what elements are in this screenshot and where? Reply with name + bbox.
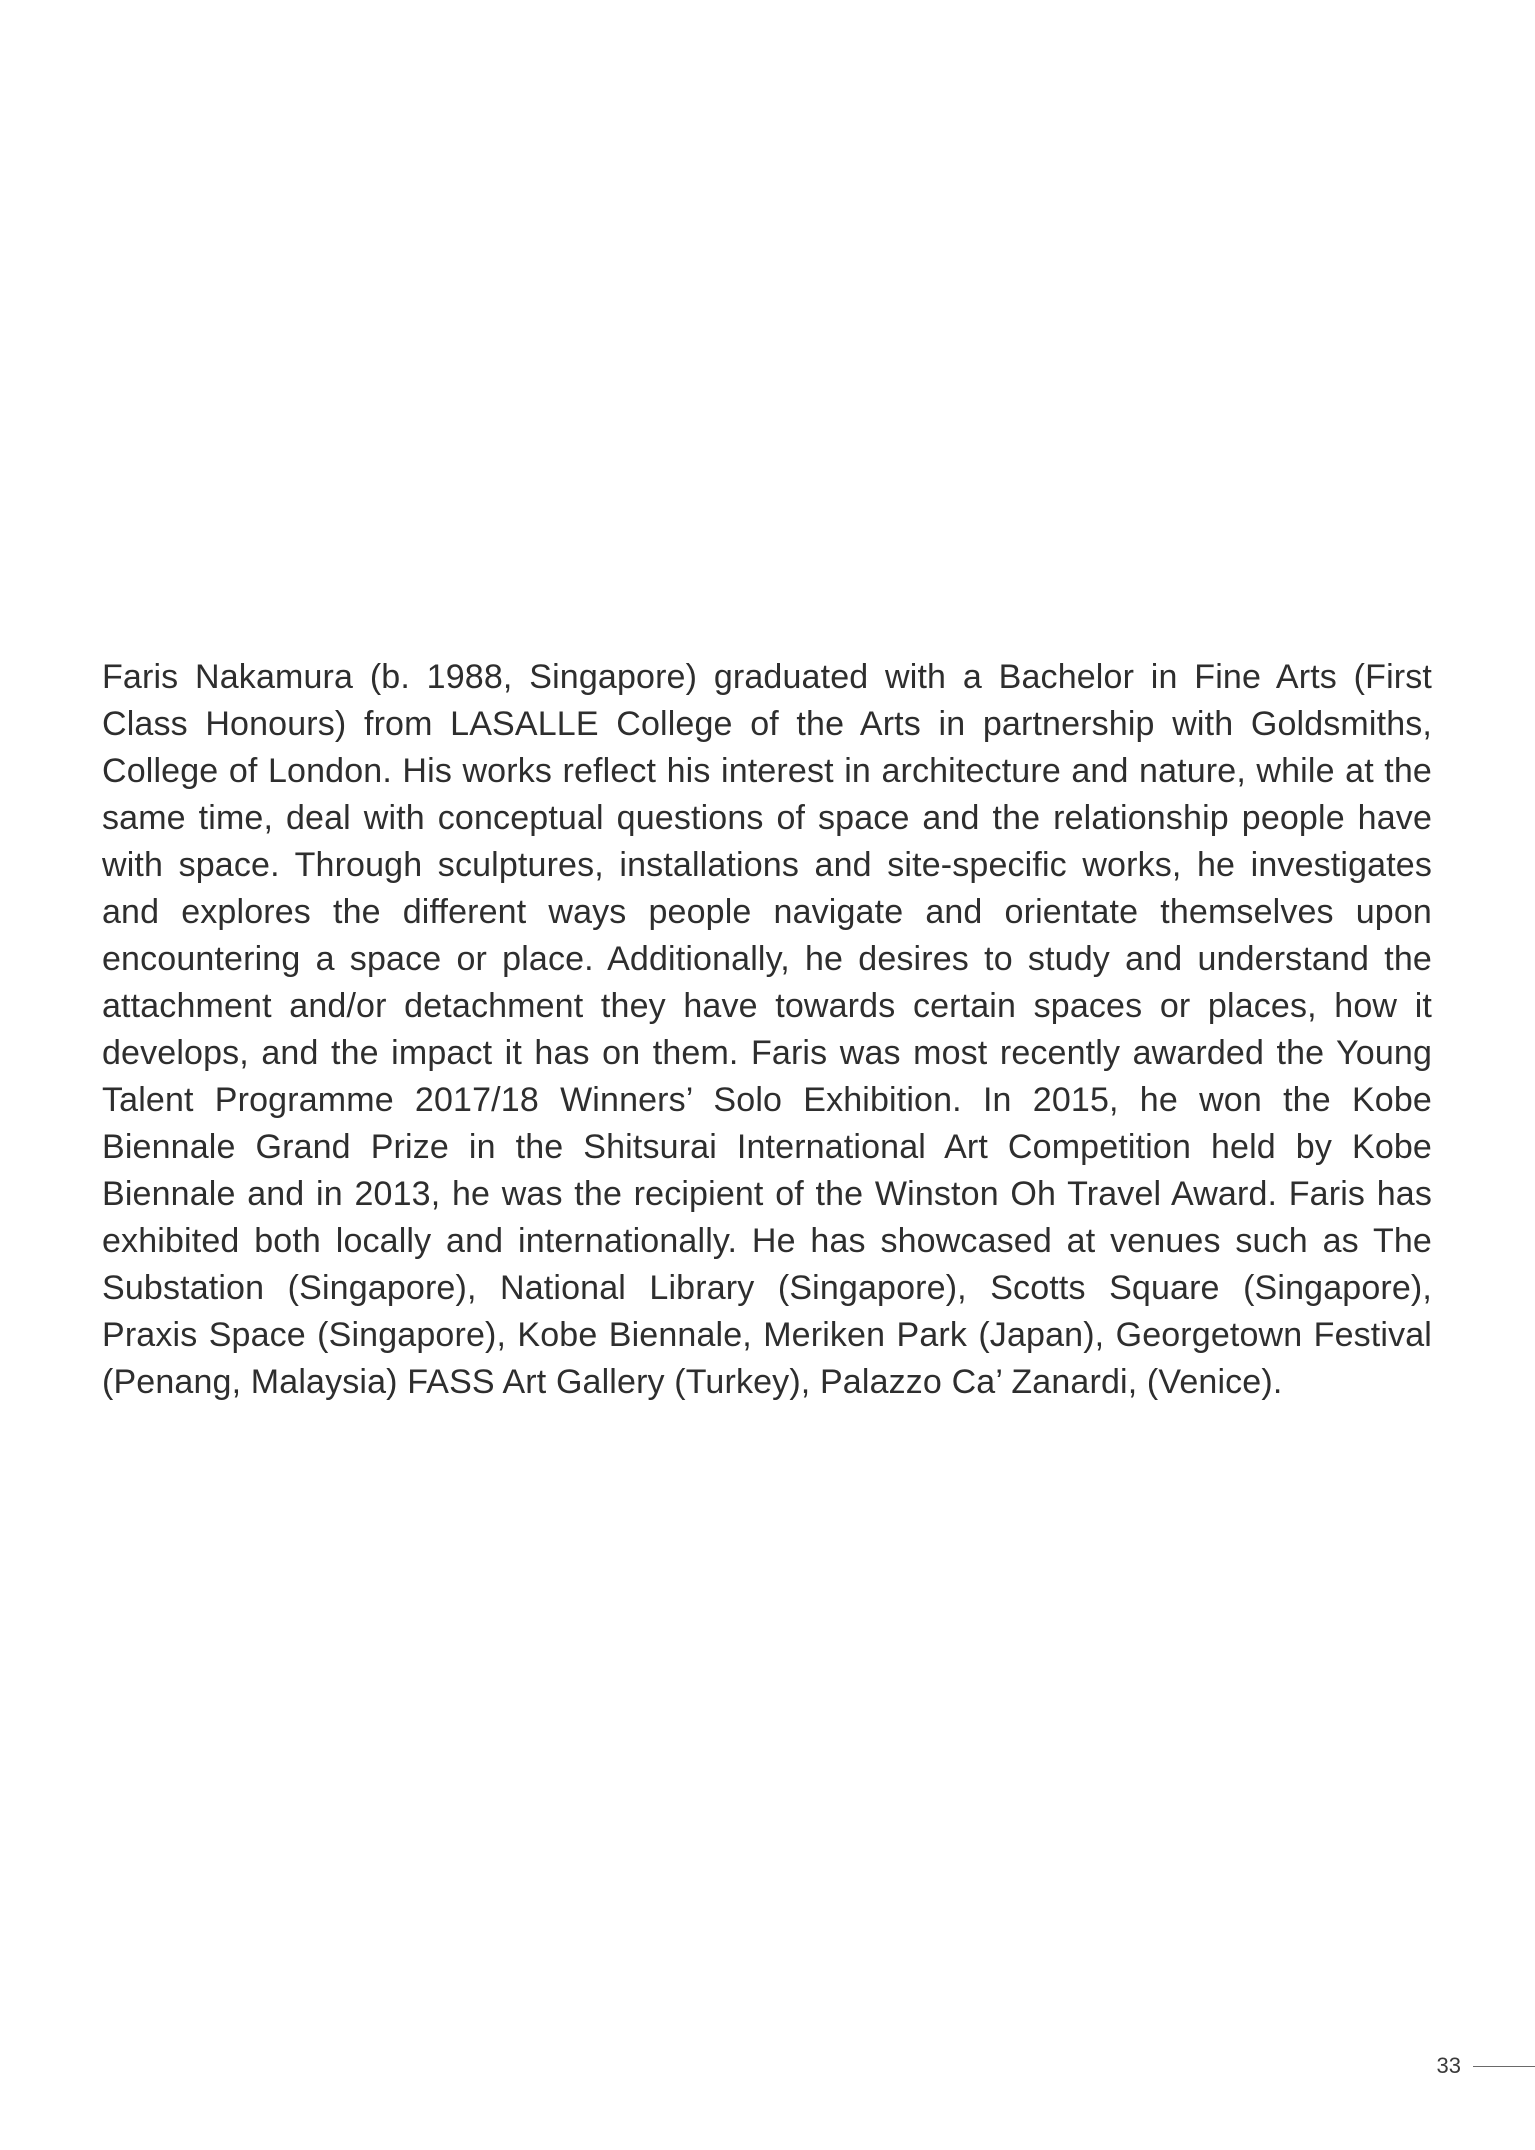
footer-rule — [1473, 2066, 1535, 2067]
artist-biography: Faris Nakamura (b. 1988, Singapore) graduated with a Bachelor in Fine Arts (First Class Honours) from LASALLE College of the Arts in partnership with Goldsmiths, College of London. His works reflect his interest in architecture and nature, while at the same time, deal with conceptual questions of space and the relationship people have with space. Through sculptures, installations and site-specific works, he investigates and explores the different ways people navigate and orientate themselves upon encountering a space or place. Additionally, he desires to study and understand the attachment and/or detachment they have towards certain spaces or places, how it develops, and the impact it has on them. Faris was most recently awarded the Young Talent Programme 2017/18 Winners’ Solo Exhibition. In 2015, he won the Kobe Biennale Grand Prize in the Shitsurai International Art Competition held by Kobe Biennale and in 2013, he was the recipient of the Winston Oh Travel Award. Faris has exhibited both locally and internationally. He has showcased at venues such as The Substation (Singapore), National Library (Singapore), Scotts Square (Singapore), Praxis Space (Singapore), Kobe Biennale, Meriken Park (Japan), Georgetown Festival (Penang, Malaysia) FASS Art Gallery (Turkey), Palazzo Ca’ Zanardi, (Venice). — [102, 658, 1432, 1401]
page-footer — [1437, 2048, 1535, 2084]
page-number: 33 — [1436, 2053, 1461, 2078]
